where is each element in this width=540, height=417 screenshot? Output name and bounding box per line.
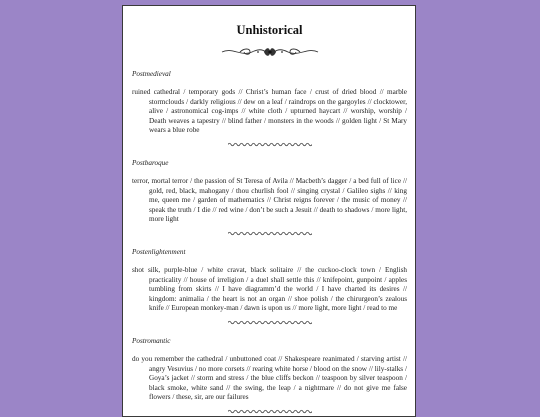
wavy-divider-icon bbox=[228, 409, 312, 414]
section-text: shot silk, purple-blue / white cravat, black solitaire // the cuckoo-clock town / English practicality // house of irreligion / a duel shall settle this // knifepoint, gunpoint / apples tumbling from skirts // I have diagramm’d the world / I have charted its desires // kingdom: animalia / the heart is not an organ // shoe polish / the chirurgeon’s zealous knife // European monkey-man / dawn is upon us // more light, more light / read to me bbox=[132, 265, 407, 313]
section-text: terror, mortal terror / the passion of St Teresa of Avila // Macbeth’s dagger / a bed full of lice // gold, red, black, mahogany / thou churlish fool // singing crystal / Galileo sighs // king me, queen me / garden of mathematics // Christ reigns forever / the music of money // speak the truth / I die // red wine / don’t be such a Jesuit // death to shadows / more light, more light bbox=[132, 176, 407, 224]
section-text: do you remember the cathedral / unbuttoned coat // Shakespeare reanimated / starving artist // angry Vesuvius / no more corsets // rearing white horse / blood on the snow // lily-stalks / Goya’s jacket // storm and stress / the blue cliffs beckon // teaspoon by silver teaspoon / black smoke, white sand // the swing, the leap / a nightmare // do not give me false flowers / these, sir, are our failures bbox=[132, 354, 407, 402]
section-postmedieval bbox=[132, 70, 407, 147]
document-page bbox=[122, 5, 416, 417]
section-postenlightenment bbox=[132, 248, 407, 325]
section-heading: Postromantic bbox=[132, 336, 171, 345]
section-postbaroque bbox=[132, 159, 407, 236]
flourish-divider-icon bbox=[220, 46, 320, 58]
wavy-divider-icon bbox=[228, 142, 312, 147]
section-heading: Postenlightenment bbox=[132, 247, 186, 256]
section-heading: Postbaroque bbox=[132, 158, 169, 167]
wavy-divider-icon bbox=[228, 320, 312, 325]
section-heading: Postmedieval bbox=[132, 70, 171, 78]
page-title: Unhistorical bbox=[236, 23, 303, 37]
section-text: ruined cathedral / temporary gods // Christ’s human face / crust of dried blood // marble stormclouds / darkly religious // dew on a leaf / raindrops on the gargoyles // clocktower, alive / astronomical cog-imps // white cloth / upturned haycart // worship, worship / Death weaves a tapestry // blind father / monsters in the woods // golden light / St Mary wears a blue robe bbox=[132, 88, 407, 135]
section-postromantic bbox=[132, 337, 407, 414]
wavy-divider-icon bbox=[228, 231, 312, 236]
